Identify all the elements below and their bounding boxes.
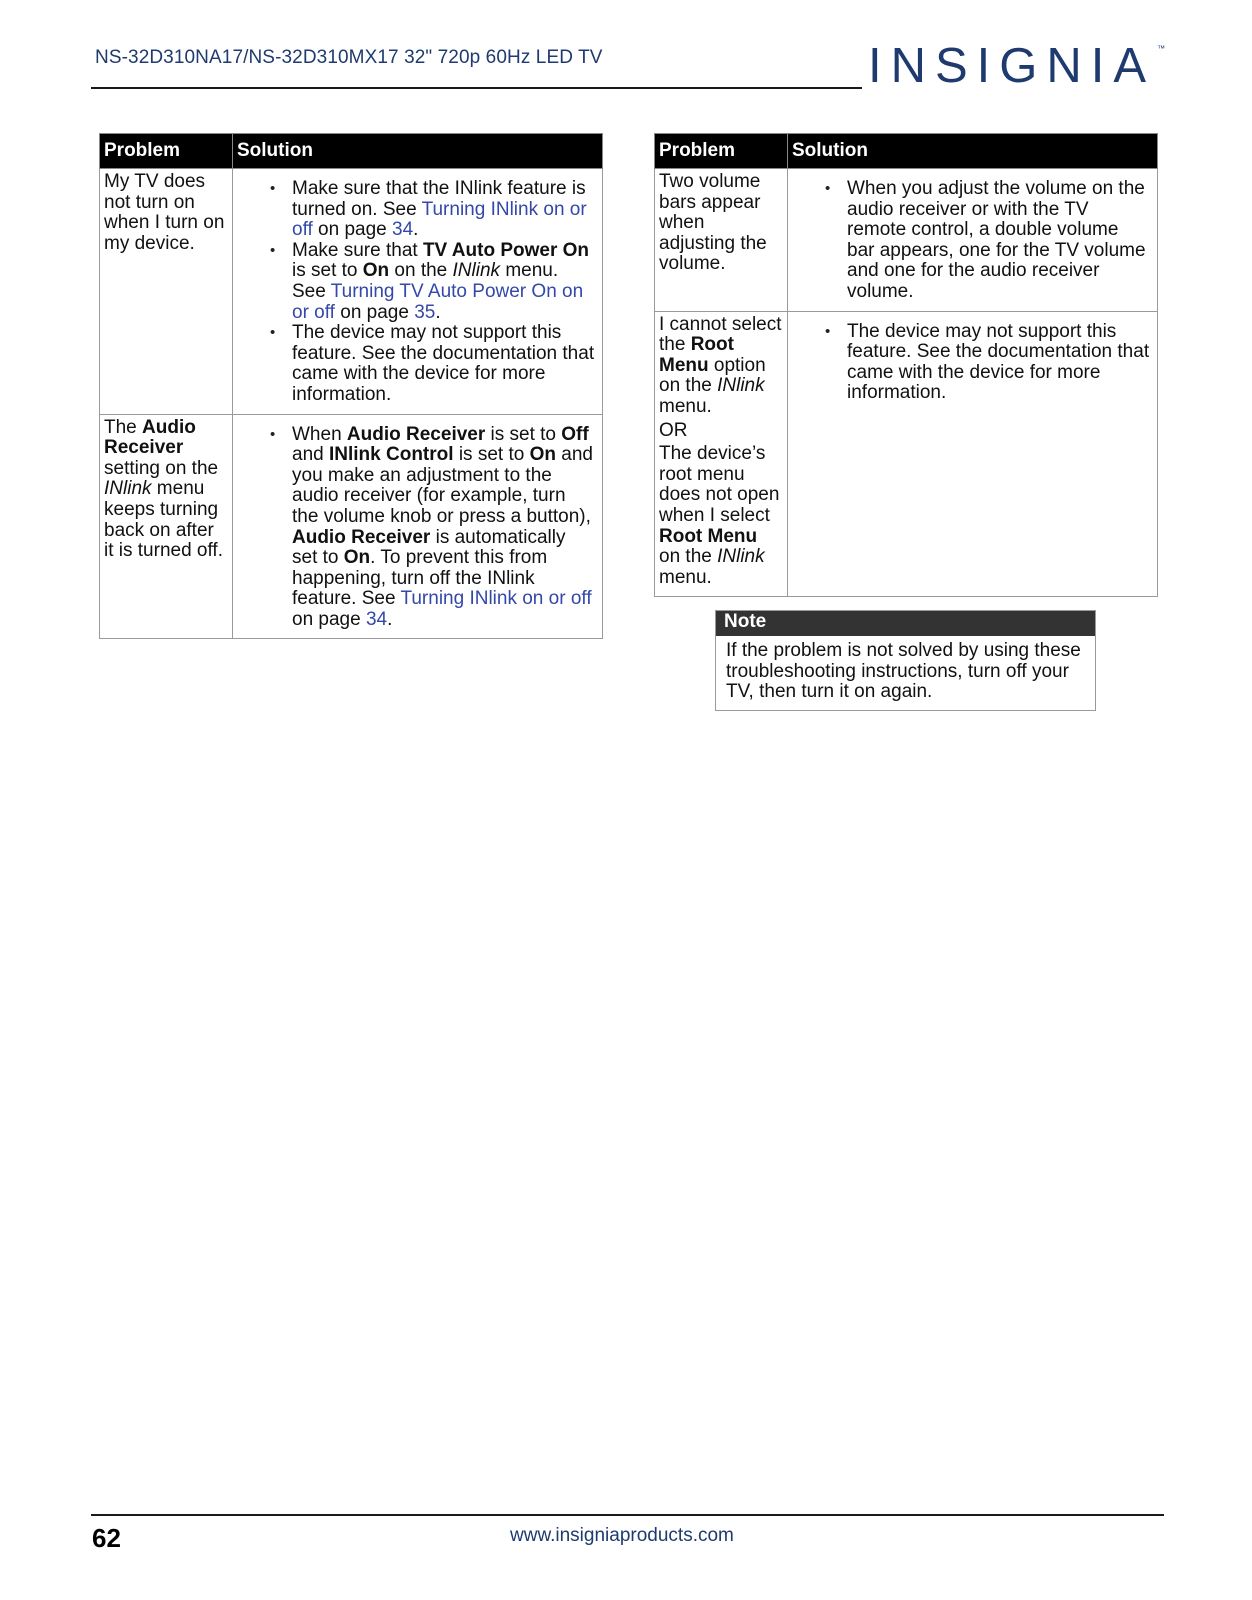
link-page-35[interactable]: 35	[414, 301, 436, 323]
header-rule	[91, 87, 862, 89]
problem-cell	[100, 169, 233, 415]
footer-url-link[interactable]: www.insigniaproducts.com	[510, 1525, 734, 1546]
link-turning-tv-auto-power-on[interactable]: Turning TV Auto Power On on or off	[292, 280, 584, 323]
table-header-row	[655, 134, 1158, 169]
troubleshooting-table-right	[654, 133, 1158, 597]
list-item: • Make sure that the INlink feature is turned on. See Turning INlink on or off on page 34.	[292, 179, 596, 241]
column-header-problem: Problem	[655, 134, 788, 169]
table-header-row	[100, 134, 603, 169]
troubleshooting-table-left	[99, 133, 603, 639]
note-body: If the problem is not solved by using these troubleshooting instructions, turn off your TV, then turn it on again.	[726, 640, 1081, 703]
page-number: 62	[92, 1523, 121, 1553]
problem-cell: The Audio Receiver setting on the INlink menu keeps turning back on after it is turned off.	[100, 414, 233, 639]
or-separator: OR	[659, 419, 688, 441]
list-item: • When Audio Receiver is set to Off and INlink Control is set to On and you make an adjustment to the audio receiver (for example, turn the volume knob or press a button), Audio Receiver is automatically set to On. To prevent this from happening, turn off the INlink feature. See Turning INlink on or off on page 34.	[292, 425, 596, 631]
column-header-solution: Solution	[788, 134, 1158, 169]
link-page-34[interactable]: 34	[392, 219, 414, 241]
problem-cell: Two volume bars appear when adjusting the volume.	[655, 169, 788, 312]
problem-cell: I cannot select the Root Menu option on the INlink menu. OR The device’s root menu does not open when I select Root Menu on the INlink menu.	[655, 311, 788, 597]
table-row	[655, 311, 1158, 597]
footer-rule	[91, 1514, 1164, 1516]
link-turning-inlink[interactable]: Turning INlink on or off	[292, 198, 587, 241]
link-page-34[interactable]: 34	[365, 608, 388, 630]
note-title: Note	[716, 611, 1095, 636]
solution-cell	[788, 169, 1158, 312]
link-turning-inlink[interactable]: Turning INlink on or off	[400, 588, 592, 610]
solution-list	[792, 179, 1151, 303]
document-title: NS-32D310NA17/NS-32D310MX17 32" 720p 60Hz LED TV	[95, 47, 603, 68]
solution-cell	[788, 311, 1158, 597]
solution-list	[237, 425, 596, 631]
solution-list	[237, 179, 596, 406]
solution-list	[792, 322, 1151, 404]
list-item: • The device may not support this feature. See the documentation that came with the device for more information.	[847, 322, 1151, 404]
list-item: • Make sure that TV Auto Power On is set to On on the INlink menu. See Turning TV Auto Power On on or off on page 35.	[292, 241, 596, 323]
column-header-problem: Problem	[100, 134, 233, 169]
trademark-symbol: ™	[1157, 44, 1166, 53]
table-row	[655, 169, 1158, 312]
note-box	[715, 610, 1096, 711]
solution-cell	[233, 414, 603, 639]
list-item: • When you adjust the volume on the audio receiver or with the TV remote control, a double volume bar appears, one for the TV volume and one for the audio receiver volume.	[847, 179, 1151, 303]
solution-cell	[233, 169, 603, 415]
table-row	[100, 169, 603, 415]
brand-wordmark: INSIGNIA	[868, 39, 1156, 93]
column-header-solution: Solution	[233, 134, 603, 169]
insignia-logo	[868, 39, 1166, 93]
table-row	[100, 414, 603, 639]
problem-text: My TV does not turn on when I turn on my device.	[104, 171, 225, 254]
list-item: • The device may not support this feature. See the documentation that came with the device for more information.	[292, 323, 596, 405]
